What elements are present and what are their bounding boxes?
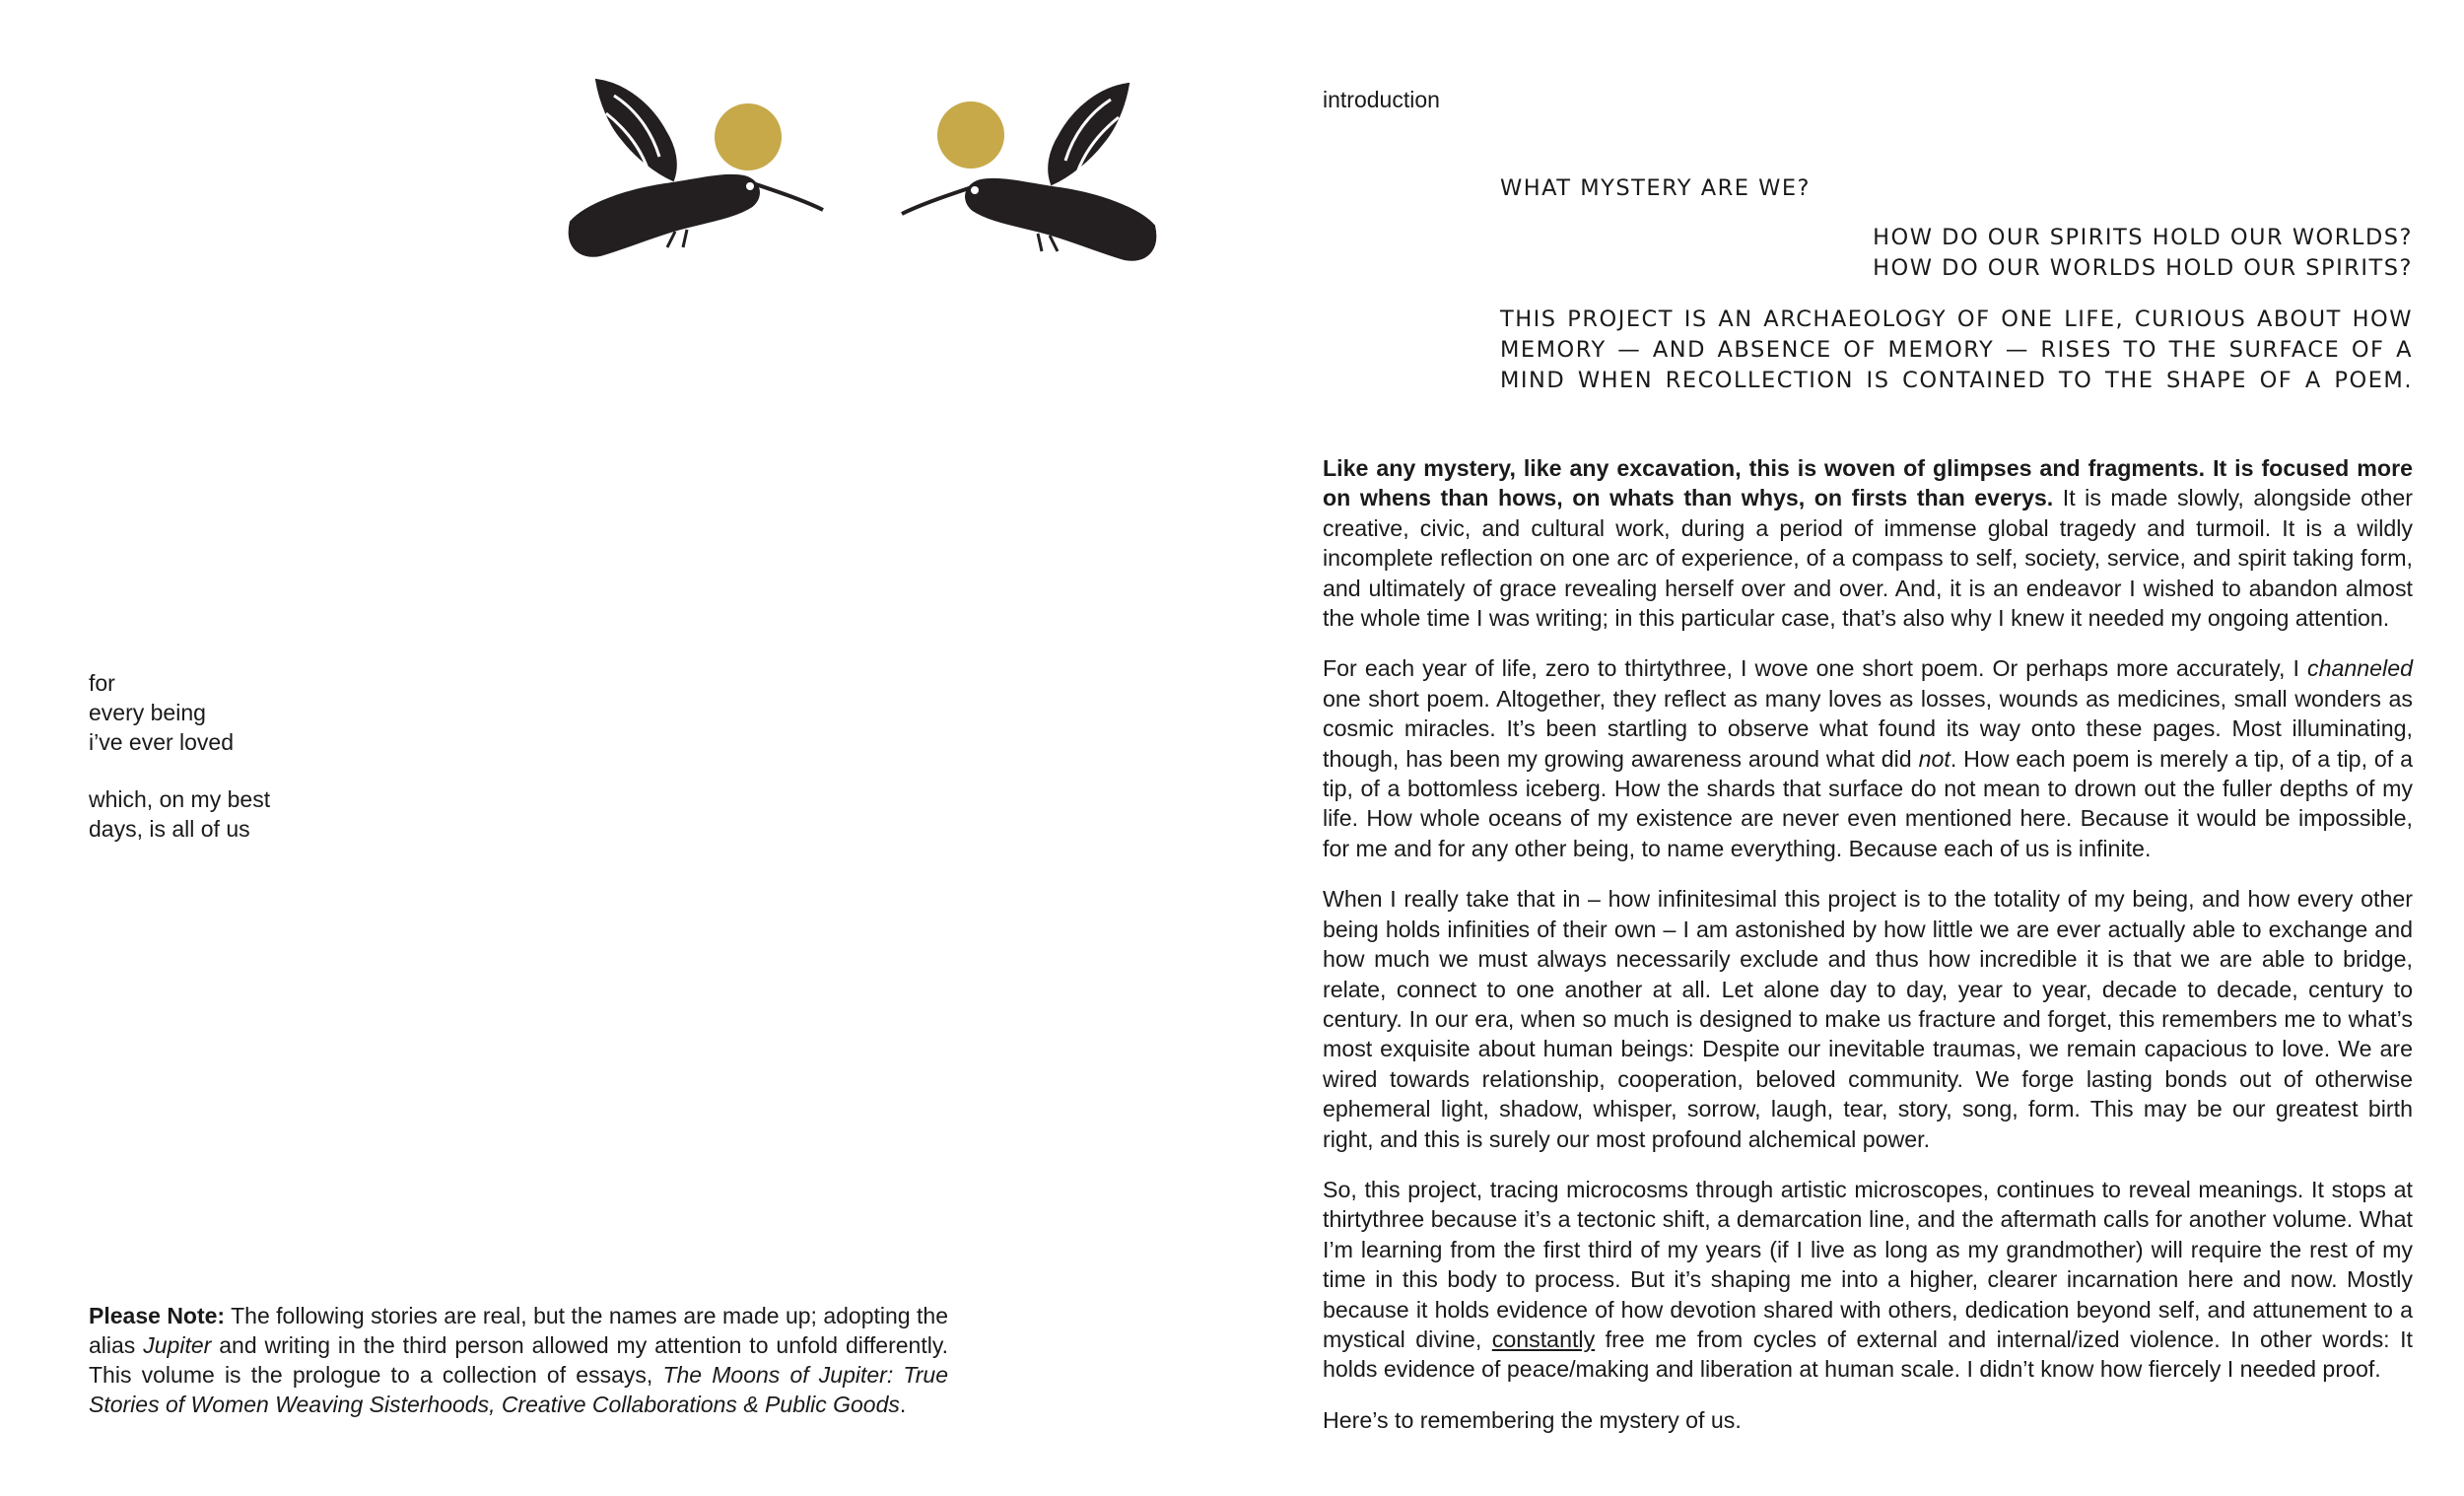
question-pair bbox=[1500, 223, 2413, 284]
note-label: Please Note: bbox=[89, 1303, 226, 1328]
dedication bbox=[89, 668, 582, 844]
paragraph: When I really take that in – how infinitesimal this project is to the totality of my being, and how every other being holds infinities of their own – I am astonished by how little we are ever actually able to exchange and how much we must always necessarily exclude and thus how incredible it is that we are able to bridge, relate, connect to one another at all. Let alone day to day, year to year, decade to decade, century to century. In our era, when so much is designed to make us fracture and forget, this remembers me to what’s most exquisite about human beings: Despite our inevitable traumas, we remain capacious to love. We are wired towards relationship, cooperation, beloved community. We forge lasting bonds out of otherwise ephemeral light, shadow, whisper, sorrow, laugh, tear, story, song, form. This may be our greatest birth right, and this is surely our most profound alchemical power. bbox=[1323, 886, 2413, 1152]
section-label: introduction bbox=[1323, 87, 1440, 112]
hummingbird-illustration bbox=[557, 74, 1168, 310]
question-line: HOW DO OUR SPIRITS HOLD OUR WORLDS? bbox=[1873, 225, 2413, 250]
right-hummingbird-icon bbox=[902, 84, 1155, 260]
project-line: MIND WHEN RECOLLECTION IS CONTAINED TO THE SHAPE OF A POEM. bbox=[1500, 368, 2413, 393]
paragraph bbox=[1323, 653, 2413, 863]
note-book-title: The Moons of Jupiter: True Stories of Women Weaving Sisterhoods, Creative Collaborations & Public Goods bbox=[89, 1362, 948, 1417]
dedication-line: which, on my best bbox=[89, 786, 271, 812]
paragraph bbox=[1323, 1175, 2413, 1385]
paragraph-text: . How each poem is merely a tip, of a tip, of a tip, of a bottomless iceberg. How the shards that surface do not mean to drown out the fuller depths of my life. How whole oceans of my existence are never even mentioned here. Because it would be impossible, for me and for any other being, to name everything. Because each of us is infinite. bbox=[1323, 745, 2413, 861]
right-sun-icon bbox=[937, 102, 1004, 169]
paragraph-text: free me from cycles of external and internal/ized violence. In other words: It holds evidence of peace/making and liberation at human scale. I didn’t know how fiercely I needed proof. bbox=[1323, 1326, 2413, 1383]
question-line: HOW DO OUR WORLDS HOLD OUR SPIRITS? bbox=[1873, 255, 2413, 281]
dedication-line: days, is all of us bbox=[89, 816, 250, 842]
left-hummingbird-icon bbox=[570, 80, 823, 256]
note-text: . bbox=[899, 1392, 907, 1417]
question-heading: WHAT MYSTERY ARE WE? bbox=[1500, 175, 1811, 201]
introduction-body bbox=[1323, 453, 2413, 1456]
project-line: MEMORY — AND ABSENCE OF MEMORY — RISES TO THE SURFACE OF A bbox=[1500, 337, 2413, 363]
paragraph-bold: Like any mystery, like any excavation, this is woven of glimpses and fragments. It is focused more on whens than hows, on whats than whys, on firsts than everys. bbox=[1323, 455, 2413, 511]
paragraph-italic: not bbox=[1918, 745, 1951, 772]
dedication-line: i’ve ever loved bbox=[89, 729, 235, 755]
paragraph-text: So, this project, tracing microcosms through artistic microscopes, continues to reveal meanings. It stops at thirtythree because it’s a tectonic shift, a demarcation line, and the aftermath calls for another volume. What I’m learning from the first third of my years (if I live as long as my grandmother) will require the rest of my time in this body to process. But it’s shaping me into a higher, clearer incarnation here and now. Mostly because it holds evidence of how devotion shared with others, dedication beyond self, and attunement to a mystical divine, bbox=[1323, 1176, 2413, 1352]
note-alias: Jupiter bbox=[143, 1332, 212, 1358]
dedication-line: for bbox=[89, 670, 115, 696]
note-text: and writing in the third person allowed my attention to unfold differently. This volume is the prologue to a collection of essays, bbox=[89, 1332, 948, 1388]
paragraph bbox=[1323, 453, 2413, 633]
paragraph-italic: channeled bbox=[2306, 655, 2413, 682]
paragraph: Here’s to remembering the mystery of us. bbox=[1323, 1406, 1742, 1433]
left-sun-icon bbox=[715, 103, 782, 170]
paragraph-text: It is made slowly, alongside other creative, civic, and cultural work, during a period of immense global tragedy and turmoil. It is a wildly incomplete reflection on one arc of experience, of a compass to self, society, service, and spirit taking form, and ultimately of grace revealing herself over and over. And, it is an endeavor I wished to abandon almost the whole time I was writing; in this particular case, that’s also why I knew it needed my ongoing attention. bbox=[1323, 485, 2413, 632]
project-line: THIS PROJECT IS AN ARCHAEOLOGY OF ONE LIFE, CURIOUS ABOUT HOW bbox=[1500, 306, 2413, 332]
project-statement bbox=[1500, 305, 2413, 396]
paragraph-text: one short poem. Altogether, they reflect as many loves as losses, wounds as medicines, small wonders as cosmic miracles. It’s been startling to observe what found its way onto these pages. Most illuminating, though, has been my growing awareness around what did bbox=[1323, 685, 2413, 772]
note-text: The following stories are real, but the names are made up; adopting the alias bbox=[89, 1303, 948, 1358]
dedication-line: every being bbox=[89, 700, 206, 725]
please-note bbox=[89, 1301, 948, 1419]
paragraph-underlined: constantly bbox=[1491, 1326, 1596, 1352]
paragraph-text: For each year of life, zero to thirtythree, I wove one short poem. Or perhaps more accurately, I bbox=[1323, 655, 2307, 682]
